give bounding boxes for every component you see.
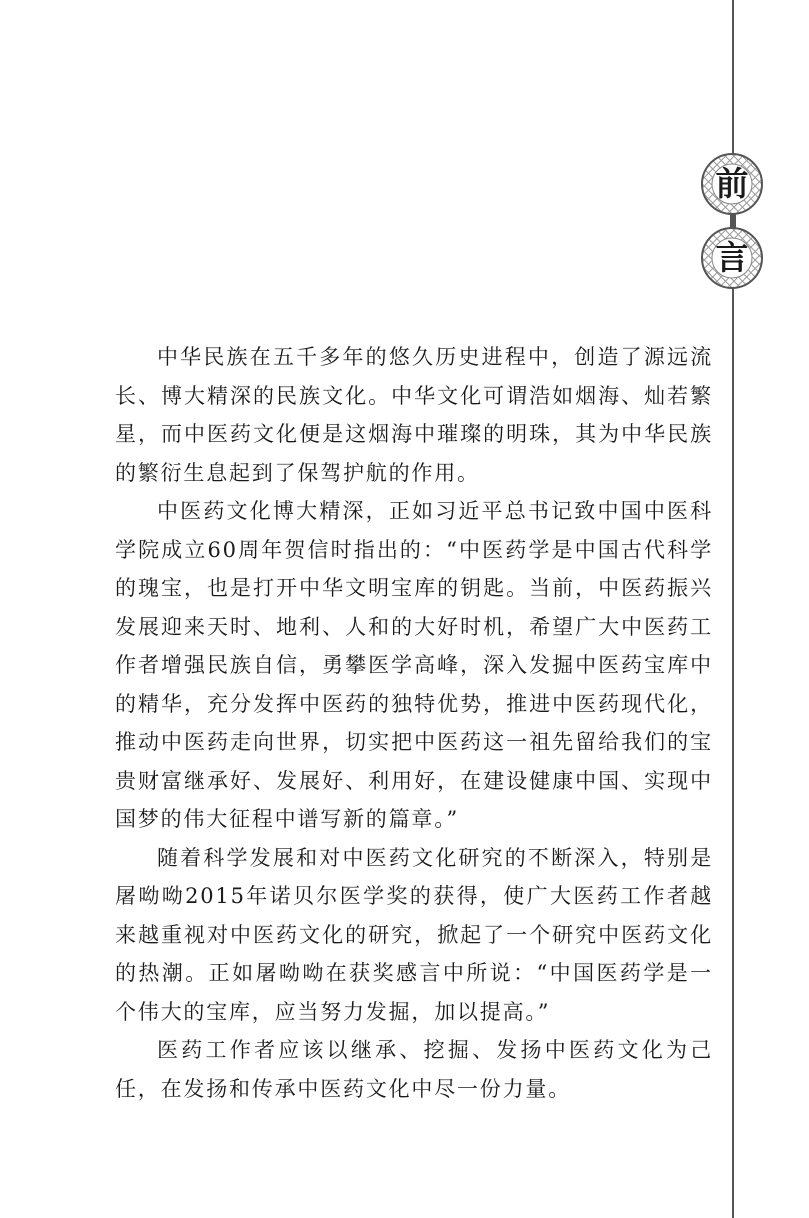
heading-seal-qian — [700, 152, 764, 216]
heading-char-2: 言 — [715, 238, 749, 277]
preface-body — [115, 338, 713, 1108]
heading-char-1: 前 — [715, 164, 749, 203]
paragraph-4: 医药工作者应该以继承、挖掘、发扬中医药文化为己任，在发扬和传承中医药文化中尽一份力量。 — [115, 1038, 713, 1101]
heading-seal-yan — [700, 226, 764, 290]
paragraph-2: 中医药文化博大精深，正如习近平总书记致中国中医科学院成立60周年贺信时指出的：“中医药学是中国古代科学的瑰宝，也是打开中华文明宝库的钥匙。当前，中医药振兴发展迎来天时、地利、人和的大好时机，希望广大中医药工作者增强民族自信，勇攀医学高峰，深入发掘中医药宝库中的精华，充分发挥中医药的独特优势，推进中医药现代化，推动中医药走向世界，切实把中医药这一祖先留给我们的宝贵财富继承好、发展好、利用好，在建设健康中国、实现中国梦的伟大征程中谱写新的篇章。” — [115, 499, 713, 831]
paragraph-1: 中华民族在五千多年的悠久历史进程中，创造了源远流长、博大精深的民族文化。中华文化可谓浩如烟海、灿若繁星，而中医药文化便是这烟海中璀璨的明珠，其为中华民族的繁衍生息起到了保驾护航的作用。 — [115, 345, 713, 485]
paragraph-3: 随着科学发展和对中医药文化研究的不断深入，特别是屠呦呦2015年诺贝尔医学奖的获得，使广大医药工作者越来越重视对中医药文化的研究，掀起了一个研究中医药文化的热潮。正如屠呦呦在获奖感言中所说：“中国医药学是一个伟大的宝库，应当努力发掘，加以提高。” — [115, 845, 713, 1024]
